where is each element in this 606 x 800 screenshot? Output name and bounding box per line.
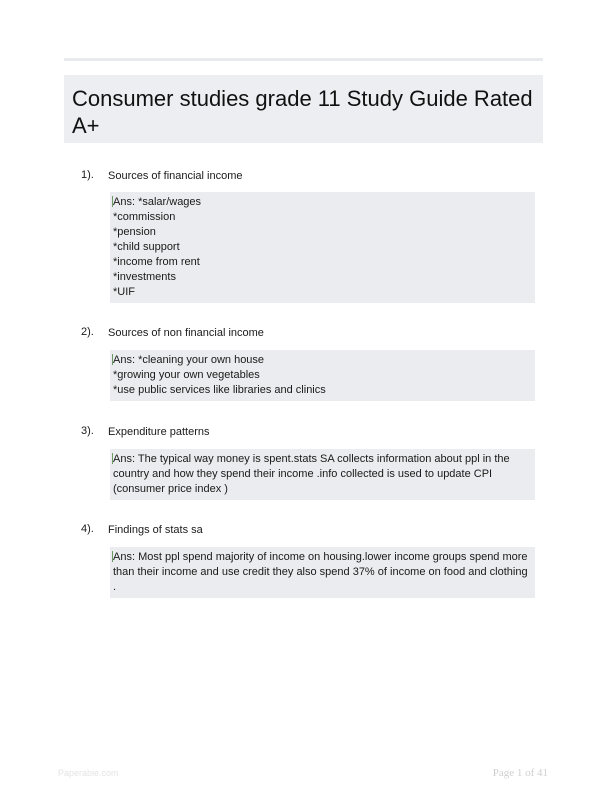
- answer-box: [110, 547, 535, 598]
- title-banner: [64, 75, 543, 143]
- question-number: 4).: [81, 523, 94, 535]
- answer-line: Ans: *salar/wages: [113, 196, 202, 208]
- page-number: Page 1 of 41: [492, 767, 548, 779]
- answer-marker: [112, 196, 113, 207]
- question-text: Expenditure patterns: [108, 426, 210, 438]
- answer-box: [110, 449, 535, 500]
- answer-marker: [112, 551, 113, 562]
- answer-box: [110, 350, 535, 401]
- footer-watermark: Paperabie.com: [58, 768, 119, 778]
- question-number: 1).: [81, 169, 94, 181]
- answer-marker: [112, 453, 113, 464]
- question-text: Sources of financial income: [108, 170, 243, 182]
- top-divider: [64, 58, 543, 61]
- question-text: Findings of stats sa: [108, 524, 203, 536]
- answer-line: *UIF: [113, 286, 135, 298]
- answer-line: than their income and use credit they also spend 37% of income on food and clothing .: [113, 566, 531, 593]
- answer-line: *use public services like libraries and clinics: [113, 384, 326, 396]
- answer-marker: [112, 354, 113, 365]
- answer-line: *investments: [113, 271, 176, 283]
- answer-line: Ans: Most ppl spend majority of income on housing.lower income groups spend more: [113, 551, 528, 563]
- answer-box: [110, 192, 535, 303]
- question-number: 3).: [81, 425, 94, 437]
- answer-line: *child support: [113, 241, 180, 253]
- answer-line: country and how they spend their income .info collected is used to update CPI: [113, 468, 493, 480]
- question-text: Sources of non financial income: [108, 327, 264, 339]
- answer-line: (consumer price index ): [113, 483, 228, 495]
- answer-line: Ans: *cleaning your own house: [113, 354, 265, 366]
- answer-line: *commission: [113, 211, 176, 223]
- answer-line: *pension: [113, 226, 156, 238]
- answer-line: *income from rent: [113, 256, 200, 268]
- question-number: 2).: [81, 326, 94, 338]
- document-title: Consumer studies grade 11 Study Guide Rated A+: [72, 86, 533, 138]
- answer-line: Ans: The typical way money is spent.stats SA collects information about ppl in the: [113, 453, 510, 465]
- answer-line: *growing your own vegetables: [113, 369, 260, 381]
